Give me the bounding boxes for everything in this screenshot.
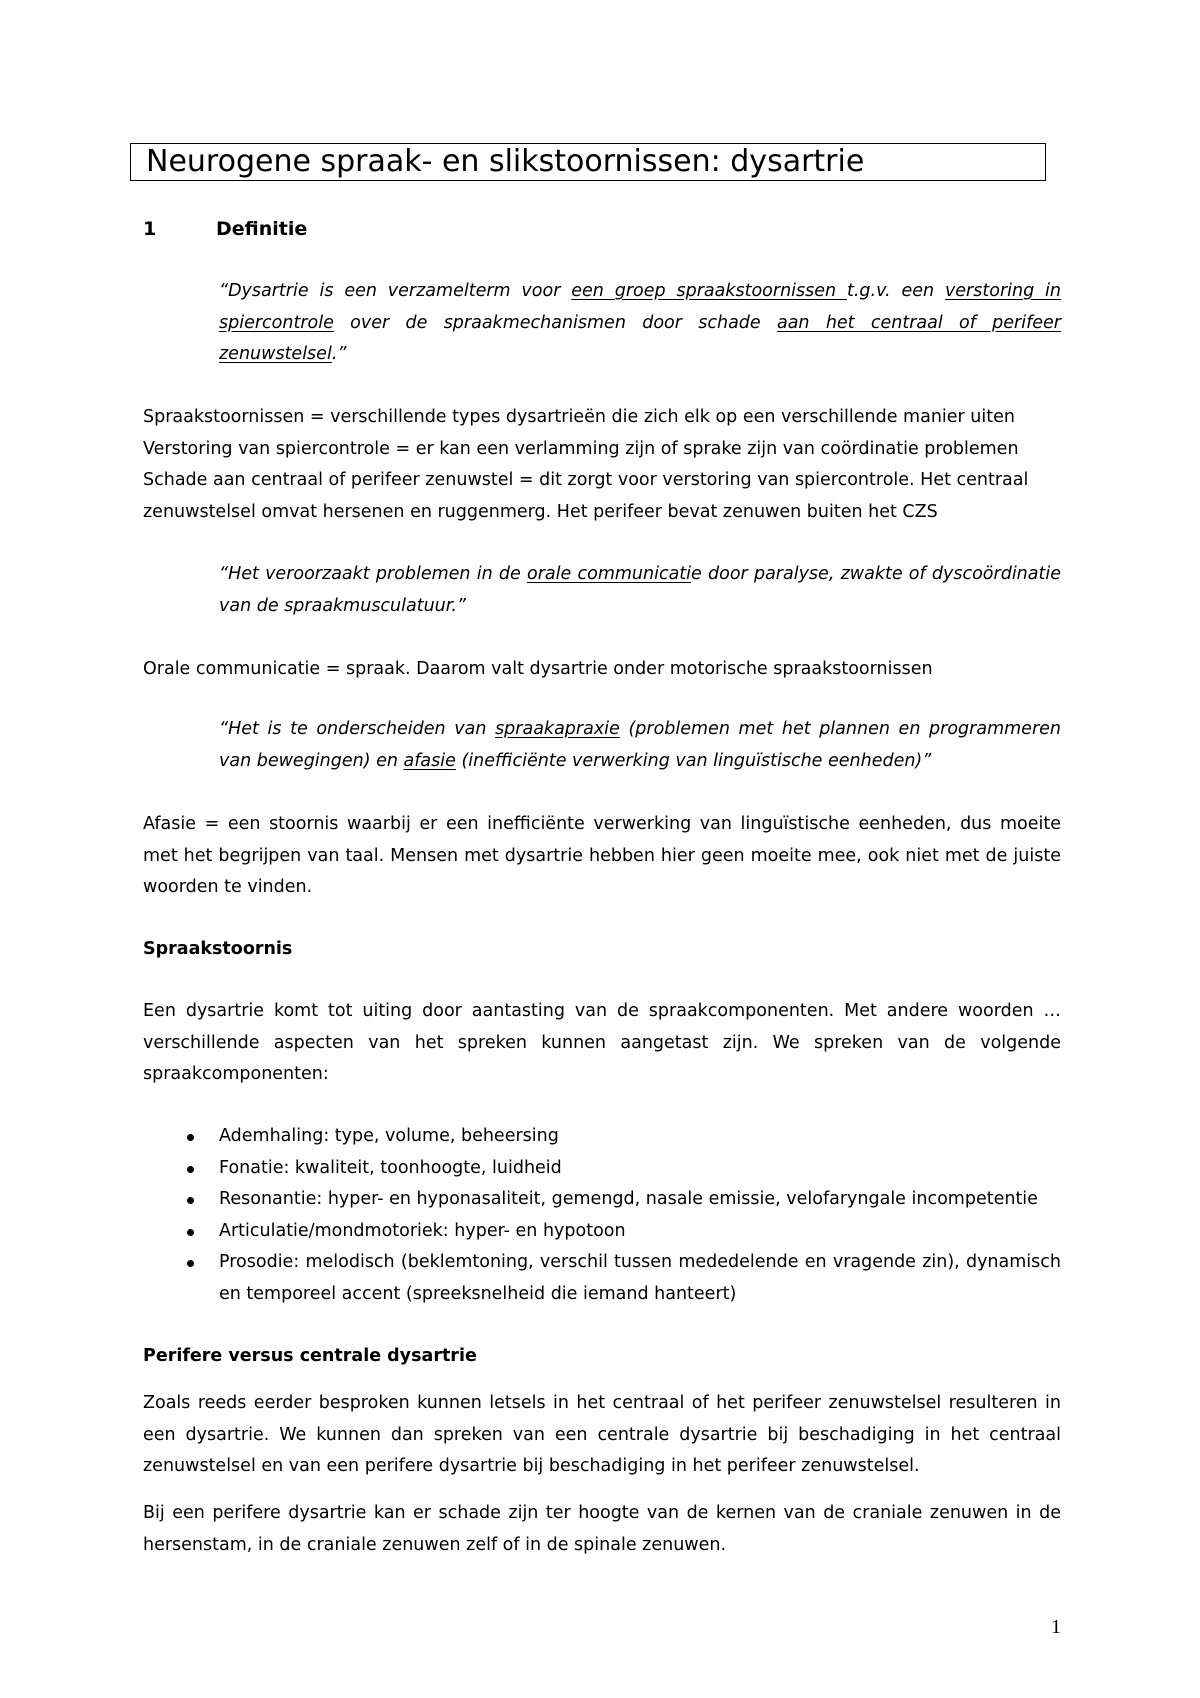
paragraph-line: Schade aan centraal of perifeer zenuwstel = dit zorgt voor verstoring van spiercontrole. Het centraal: [143, 470, 1029, 490]
bullet-icon: [187, 1197, 194, 1204]
quote-underlined-text: aan het centraal of perifeer zenuwstelsel: [219, 312, 1061, 364]
list-item-text: Prosodie: melodisch (beklemtoning, verschil tussen mededelende en vragende zin), dynamisch en temporeel accent (spreeksnelheid die iemand hanteert): [219, 1252, 1061, 1304]
bullet-icon: [187, 1134, 194, 1141]
list-item: [143, 1247, 1061, 1310]
quote-text: “Dysartrie is een verzamelterm voor: [219, 281, 572, 301]
quote-distinction: [219, 714, 1061, 777]
paragraph-orale-communicatie: Orale communicatie = spraak. Daarom valt dysartrie onder motorische spraakstoornissen: [143, 659, 933, 679]
page-number: 1: [1051, 1616, 1061, 1638]
list-item: [143, 1121, 1061, 1153]
list-item-text: Fonatie: kwaliteit, toonhoogte, luidheid: [219, 1157, 562, 1178]
bullet-icon: [187, 1229, 194, 1236]
quote-text: t.g.v. een: [847, 281, 945, 301]
quote-text: “Het veroorzaakt problemen in de: [219, 564, 528, 584]
section-label: Definitie: [216, 218, 308, 240]
list-item-text: Resonantie: hyper- en hyponasaliteit, gemengd, nasale emissie, velofaryngale incompetentie: [219, 1189, 1038, 1209]
paragraph-line: Spraakstoornissen = verschillende types dysartrieën die zich elk op een verschillende manier uiten: [143, 407, 1015, 427]
quote-text: (inefficiënte verwerking van linguïstische eenheden)”: [455, 750, 932, 771]
subheading-perifere-centrale: Perifere versus centrale dysartrie: [143, 1346, 477, 1366]
quote-text: (problemen met het plannen en programmeren van bewegingen) en: [219, 719, 1061, 771]
list-item-text: Articulatie/mondmotoriek: hyper- en hypotoon: [219, 1220, 626, 1241]
bullet-icon: [187, 1260, 194, 1267]
paragraph-perifere-dysartrie: Bij een perifere dysartrie kan er schade zijn ter hoogte van de kernen van de craniale zenuwen in de hersenstam, in de craniale zenuwen zelf of in de spinale zenuwen.: [143, 1503, 1061, 1555]
list-item-text: Ademhaling: type, volume, beheersing: [219, 1126, 559, 1146]
paragraph-afasie: Afasie = een stoornis waarbij er een inefficiënte verwerking van linguïstische eenheden, dus moeite met het begrijpen van taal. Mensen met dysartrie hebben hier geen moeite mee, ook niet met de juiste woorden te vinden.: [143, 814, 1061, 897]
quote-underlined-text: orale communicati: [527, 564, 692, 584]
paragraph-spraakcomponenten: Een dysartrie komt tot uiting door aantasting van de spraakcomponenten. Met andere woorden … verschillende aspecten van het spreken kunnen aangetast zijn. We spreken van de volgende spraakcomponenten:: [143, 1001, 1061, 1084]
bullet-list: [143, 1121, 1061, 1310]
page-title: Neurogene spraak- en slikstoornissen: dysartrie: [146, 144, 865, 179]
list-item: [143, 1153, 1061, 1185]
paragraph-line: zenuwstelsel omvat hersenen en ruggenmerg. Het perifeer bevat zenuwen buiten het CZS: [143, 501, 938, 522]
section-heading: [143, 216, 307, 242]
quote-text: e door paralyse, zwakte of dyscoördinatie van de spraakmusculatuur.”: [219, 564, 1061, 616]
paragraph-spraakstoornissen: [143, 402, 1061, 528]
list-item: [143, 1216, 1061, 1248]
quote-underlined-text: verstoring in spiercontrole: [219, 281, 1062, 333]
subheading-spraakstoornis: Spraakstoornis: [143, 939, 293, 959]
paragraph-letsels: Zoals reeds eerder besproken kunnen letsels in het centraal of het perifeer zenuwstelsel resulteren in een dysartrie. We kunnen dan spreken van een centrale dysartrie bij beschadiging in het centraal zenuwstelsel en van een perifere dysartrie bij beschadiging in het perifeer zenuwstelsel.: [143, 1393, 1061, 1476]
quote-text: “Het is te onderscheiden van: [219, 719, 496, 739]
quote-underlined-text: spraakapraxie: [495, 719, 620, 739]
quote-underlined-text: afasie: [403, 750, 456, 771]
quote-oral-communication: [219, 559, 1061, 622]
paragraph-line: Verstoring van spiercontrole = er kan een verlamming zijn of sprake zijn van coördinatie problemen: [143, 438, 1019, 459]
bullet-icon: [187, 1166, 194, 1173]
quote-underlined-text: een groep spraakstoornissen: [571, 281, 847, 301]
section-number: 1: [143, 218, 157, 240]
definition-quote: [219, 276, 1061, 371]
quote-text: over de spraakmechanismen door schade: [333, 312, 777, 333]
list-item: [143, 1184, 1061, 1216]
quote-text: .”: [331, 344, 347, 364]
